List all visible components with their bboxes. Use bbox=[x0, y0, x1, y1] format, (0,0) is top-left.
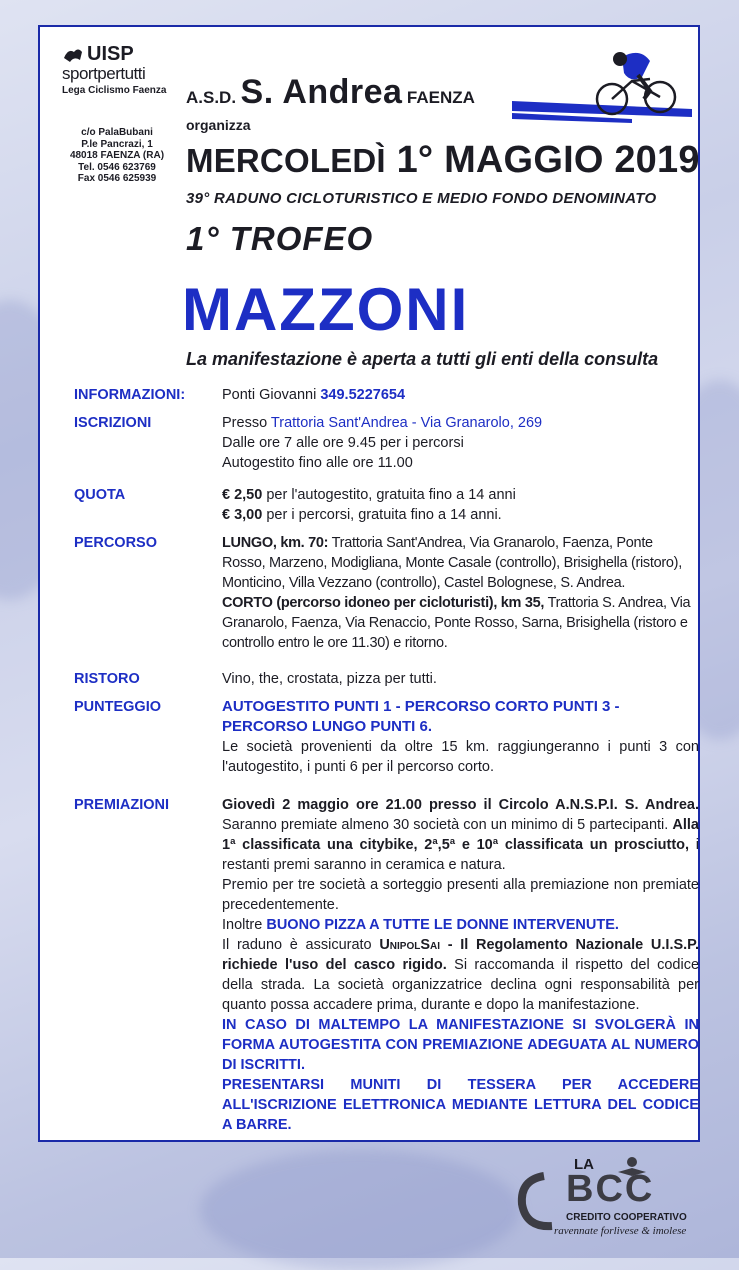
asd-name: S. Andrea bbox=[240, 73, 403, 111]
informazioni-name: Ponti Giovanni bbox=[222, 387, 317, 403]
bcc-la: LA bbox=[574, 1156, 594, 1173]
section-quota bbox=[74, 485, 699, 525]
percorso-lungo-text: Trattoria Sant'Andrea, Via Granarolo, Faenza, Ponte Rosso, Marzeno, Modigliana, Monte Casale (controllo), Brisighella (ristoro), Monticino, Villa Vezzano (controllo), Castel Bolognese, S. Andrea. bbox=[222, 535, 682, 591]
section-premiazioni bbox=[74, 795, 699, 1135]
premiazioni-text-1: Saranno premiate almeno 30 società con un minimo di 5 partecipanti. bbox=[222, 817, 669, 833]
iscrizioni-label: ISCRIZIONI bbox=[74, 415, 152, 431]
section-iscrizioni bbox=[74, 413, 699, 473]
premiazioni-text-2: i restanti premi saranno in ceramica e natura. bbox=[222, 837, 700, 873]
address-line: 48018 FAENZA (RA) bbox=[69, 150, 165, 161]
quota-text-2: per i percorsi, gratuita fino a 14 anni. bbox=[266, 507, 502, 523]
flyer-panel bbox=[38, 25, 700, 1142]
premiazioni-inoltre: Inoltre bbox=[222, 917, 263, 933]
quota-text-1: per l'autogestito, gratuita fino a 14 anni bbox=[266, 487, 516, 503]
punteggio-text: Le società provenienti da oltre 15 km. raggiungeranno i punti 3 con l'autogestito, i punti 6 per il percorso corto. bbox=[222, 739, 699, 775]
uisp-lega: Lega Ciclismo Faenza bbox=[62, 85, 167, 96]
event-date bbox=[186, 139, 700, 182]
quota-price-1: € 2,50 bbox=[222, 487, 263, 503]
asd-prefix: A.S.D. bbox=[186, 88, 237, 107]
manifestazione-text: La manifestazione è aperta a tutti gli enti della consulta bbox=[186, 349, 659, 369]
section-informazioni bbox=[74, 385, 699, 405]
punteggio-caps: AUTOGESTITO PUNTI 1 - PERCORSO CORTO PUNTI 3 - PERCORSO LUNGO PUNTI 6. bbox=[222, 698, 620, 735]
address-line: c/o PalaBubani bbox=[81, 127, 153, 138]
address-block bbox=[62, 127, 172, 185]
percorso-corto-text: Trattoria S. Andrea, Via Granarolo, Faenza, Via Renaccio, Ponte Rosso, Sarna, Brisighella (ristoro e controllo entro le ore 11.30) e ritorno. bbox=[222, 595, 691, 651]
informazioni-label: INFORMAZIONI: bbox=[74, 387, 186, 403]
uisp-emblem-icon bbox=[62, 46, 84, 64]
asd-title bbox=[186, 73, 475, 112]
section-percorso bbox=[74, 533, 699, 653]
background-shape bbox=[200, 1150, 520, 1270]
bcc-tagline: ravennate forlivese & imolese bbox=[554, 1225, 687, 1237]
iscrizioni-hours: Dalle ore 7 alle ore 9.45 per i percorsi bbox=[222, 435, 464, 451]
quota-label: QUOTA bbox=[74, 487, 126, 503]
address-line: P.le Pancrazi, 1 bbox=[81, 138, 153, 150]
iscrizioni-autogestito: Autogestito fino alle ore 11.00 bbox=[222, 455, 413, 471]
cyclist-illustration bbox=[512, 39, 692, 129]
premiazioni-assic: Il raduno è assicurato bbox=[222, 937, 372, 953]
address-line: Tel. 0546 623769 bbox=[78, 161, 156, 173]
premiazioni-sorteggio: Premio per tre società a sorteggio presenti alla premiazione non premiate precedentemente. bbox=[222, 877, 699, 913]
premiazioni-pizza: BUONO PIZZA A TUTTE LE DONNE INTERVENUTE. bbox=[266, 917, 619, 933]
iscrizioni-presso: Presso bbox=[222, 415, 268, 431]
premiazioni-prizes: Alla 1ª classificata una citybike, 2ª,5ª e 10ª classificata un prosciutto, bbox=[222, 817, 699, 853]
bcc-logo bbox=[514, 1154, 694, 1244]
bcc-credito: CREDITO COOPERATIVO bbox=[566, 1212, 687, 1223]
event-date-rest: 1° MAGGIO 2019 bbox=[396, 139, 700, 181]
percorso-corto-head: CORTO (percorso idoneo per cicloturisti), km 35, bbox=[222, 595, 545, 611]
iscrizioni-place: Trattoria Sant'Andrea - Via Granarolo, 269 bbox=[270, 415, 543, 431]
event-day: MERCOLEDÌ bbox=[186, 142, 386, 179]
section-ristoro bbox=[74, 669, 699, 689]
raduno-subtitle: 39° RADUNO CICLOTURISTICO E MEDIO FONDO DENOMINATO bbox=[186, 190, 657, 207]
uisp-logo bbox=[62, 43, 182, 96]
premiazioni-label: PREMIAZIONI bbox=[74, 797, 170, 813]
mazzoni-title: MAZZONI bbox=[182, 276, 470, 343]
uisp-subtitle: sportpertutti bbox=[62, 64, 146, 83]
premiazioni-casco: - Il Regolamento Nazionale U.I.S.P. richiede l'uso del casco rigido. bbox=[222, 937, 700, 973]
organizza-label: organizza bbox=[186, 117, 251, 133]
section-punteggio bbox=[74, 697, 699, 777]
premiazioni-tessera: PRESENTARSI MUNITI DI TESSERA PER ACCEDERE ALL'ISCRIZIONE ELETTRONICA MEDIANTE LETTURA DEL CODICE A BARRE. bbox=[222, 1077, 699, 1133]
percorso-lungo-head: LUNGO, km. 70: bbox=[222, 535, 329, 551]
uisp-brand: UISP bbox=[87, 43, 134, 65]
asd-city: FAENZA bbox=[406, 88, 475, 107]
informazioni-phone: 349.5227654 bbox=[320, 387, 406, 403]
bcc-name: BCC bbox=[566, 1168, 655, 1210]
ristoro-label: RISTORO bbox=[74, 671, 140, 687]
premiazioni-text-4: Si raccomanda il rispetto del codice della strada. La società organizzatrice declina ogni responsabilità per quanto possa accadere prima, durante e dopo la manifestazione. bbox=[222, 957, 700, 1013]
percorso-label: PERCORSO bbox=[74, 535, 157, 551]
address-line: Fax 0546 625939 bbox=[77, 173, 157, 184]
premiazioni-maltempo: IN CASO DI MALTEMPO LA MANIFESTAZIONE SI SVOLGERÀ IN FORMA AUTOGESTITA CON PREMIAZIONE ADEGUATA AL NUMERO DI ISCRITTI. bbox=[222, 1017, 699, 1073]
trofeo-title: 1° TROFEO bbox=[186, 220, 374, 257]
premiazioni-date: Giovedì 2 maggio ore 21.00 presso il Circolo A.N.S.P.I. S. Andrea. bbox=[222, 797, 699, 813]
unipol-name: UnipolSai bbox=[379, 937, 441, 953]
quota-price-2: € 3,00 bbox=[222, 507, 263, 523]
punteggio-label: PUNTEGGIO bbox=[74, 699, 162, 715]
ristoro-text: Vino, the, crostata, pizza per tutti. bbox=[222, 671, 437, 687]
